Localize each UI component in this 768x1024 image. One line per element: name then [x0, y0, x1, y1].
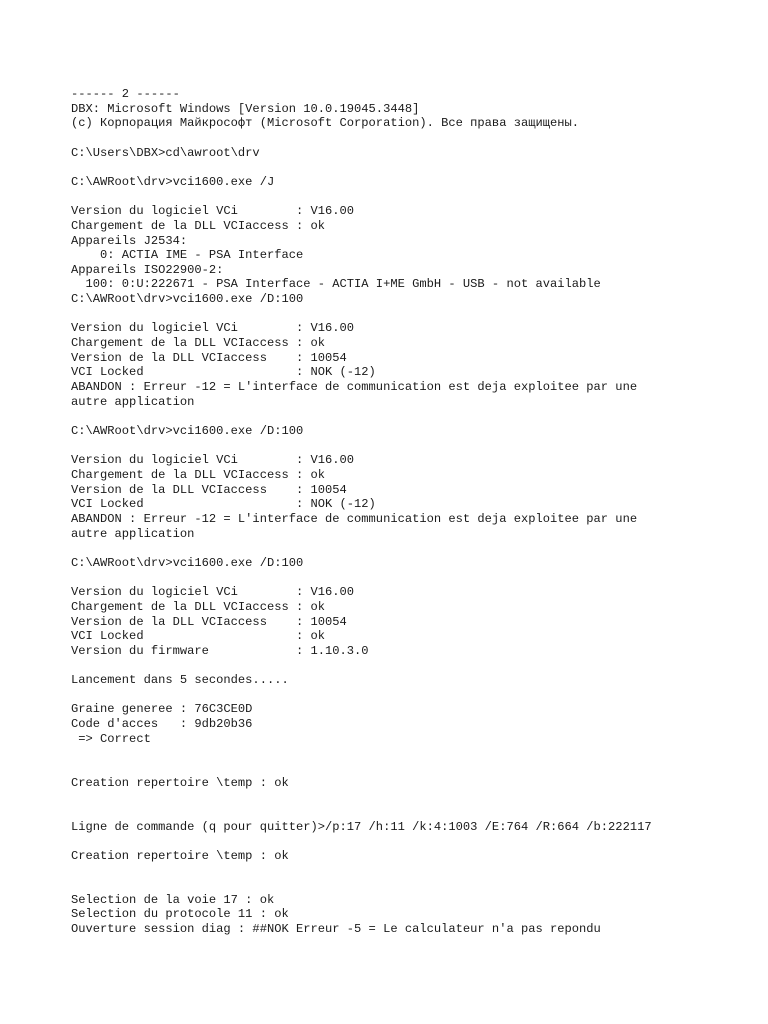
text-line: Code d'acces : 9db20b36 — [71, 717, 253, 732]
text-line: (c) Корпорация Майкрософт (Microsoft Corporation). Все права защищены. — [71, 116, 580, 131]
text-line — [71, 688, 748, 703]
text-line: VCI Locked : NOK (-12) — [71, 365, 376, 380]
text-line: Selection du protocole 11 : ok — [71, 907, 289, 922]
text-line: Chargement de la DLL VCIaccess : ok — [71, 599, 326, 614]
text-line: ------ 2 ------ — [71, 87, 180, 101]
text-line: autre application — [71, 394, 195, 409]
text-line — [71, 541, 748, 556]
text-line: Chargement de la DLL VCIaccess : ok — [71, 467, 326, 482]
text-line: 0: ACTIA IME - PSA Interface — [71, 248, 304, 263]
text-line — [71, 790, 748, 805]
text-line: autre application — [71, 526, 195, 541]
text-line: Version du logiciel VCi : V16.00 — [71, 585, 355, 600]
text-line — [71, 658, 748, 673]
text-line: C:\Users\DBX>cd\awroot\drv — [71, 145, 260, 160]
text-line — [71, 864, 748, 879]
text-line — [71, 439, 748, 454]
text-line: Creation repertoire \temp : ok — [71, 848, 289, 863]
text-line: Ligne de commande (q pour quitter)>/p:17 /h:11 /k:4:1003 /E:764 /R:664 /b:222117 — [71, 819, 652, 834]
text-line: C:\AWRoot\drv>vci1600.exe /D:100 — [71, 555, 304, 570]
text-line: Version du logiciel VCi : V16.00 — [71, 204, 355, 219]
text-line: Lancement dans 5 secondes..... — [71, 673, 289, 688]
text-line — [71, 190, 748, 205]
text-line: Appareils ISO22900-2: — [71, 262, 224, 277]
text-line — [71, 131, 748, 146]
text-line: Chargement de la DLL VCIaccess : ok — [71, 218, 326, 233]
text-line — [71, 160, 748, 175]
text-line: Selection de la voie 17 : ok — [71, 892, 275, 907]
text-line: Version du firmware : 1.10.3.0 — [71, 643, 369, 658]
text-line: VCI Locked : NOK (-12) — [71, 497, 376, 512]
text-line — [71, 834, 748, 849]
text-line — [71, 746, 748, 761]
text-line: Graine generee : 76C3CE0D — [71, 702, 253, 717]
text-line: Creation repertoire \temp : ok — [71, 775, 289, 790]
text-line — [71, 878, 748, 893]
text-line: 100: 0:U:222671 - PSA Interface - ACTIA I+ME GmbH - USB - not available — [71, 277, 601, 292]
text-line — [71, 307, 748, 322]
text-line: ABANDON : Erreur -12 = L'interface de communication est deja exploitee par une — [71, 380, 638, 395]
text-line: Version du logiciel VCi : V16.00 — [71, 321, 355, 336]
text-line: Version de la DLL VCIaccess : 10054 — [71, 350, 347, 365]
text-line: VCI Locked : ok — [71, 629, 326, 644]
text-line: Version de la DLL VCIaccess : 10054 — [71, 614, 347, 629]
text-line: DBX: Microsoft Windows [Version 10.0.19045.3448] — [71, 101, 420, 116]
text-line — [71, 571, 748, 586]
text-line: Version du logiciel VCi : V16.00 — [71, 453, 355, 468]
text-line — [71, 761, 748, 776]
text-line: ABANDON : Erreur -12 = L'interface de communication est deja exploitee par une — [71, 511, 638, 526]
text-line: Version de la DLL VCIaccess : 10054 — [71, 482, 347, 497]
text-line: Chargement de la DLL VCIaccess : ok — [71, 336, 326, 351]
text-line: Appareils J2534: — [71, 233, 188, 248]
text-line — [71, 805, 748, 820]
text-line: Ouverture session diag : ##NOK Erreur -5 = Le calculateur n'a pas repondu — [71, 922, 601, 937]
text-line: C:\AWRoot\drv>vci1600.exe /D:100 — [71, 424, 304, 439]
text-line: => Correct — [71, 731, 151, 746]
text-line: C:\AWRoot\drv>vci1600.exe /J — [71, 174, 275, 189]
text-line: C:\AWRoot\drv>vci1600.exe /D:100 — [71, 292, 304, 307]
text-line — [71, 409, 748, 424]
